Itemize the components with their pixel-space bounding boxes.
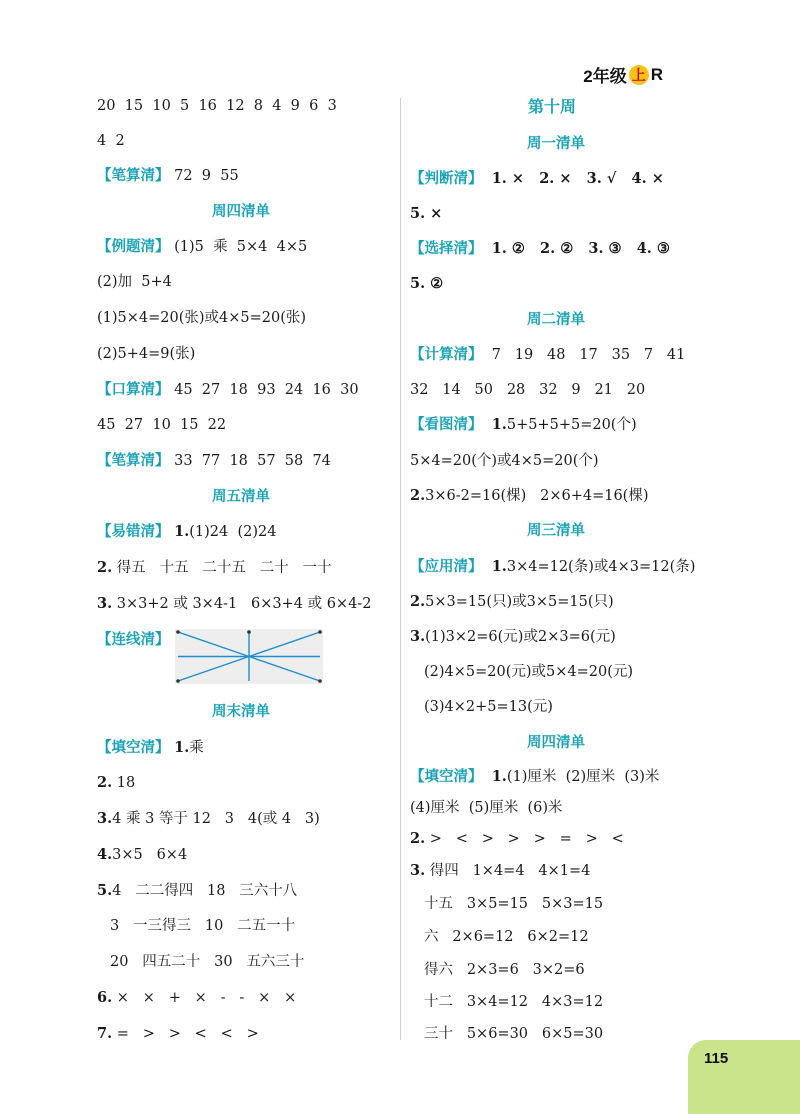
answer-text: (1)3×2=6(元)或2×3=6(元) <box>425 629 616 645</box>
answer-line <box>410 345 685 365</box>
answer-line <box>410 592 614 612</box>
section-tag: 【判断清】 <box>410 171 483 187</box>
section-tag: 【易错清】 <box>97 524 170 540</box>
answer-text: (1)24 (2)24 <box>189 524 277 540</box>
answer-text: 45 27 18 93 24 16 30 <box>174 382 359 398</box>
match-dot <box>176 679 180 683</box>
answer-line <box>410 415 637 435</box>
answer-line <box>97 845 187 865</box>
answer-line: 十五 3×5=15 5×3=15 <box>424 896 604 912</box>
answer-text: (1)厘米 (2)厘米 (3)米 <box>506 769 660 785</box>
answer-line: 20 四五二十 30 五六三十 <box>110 954 305 970</box>
section-heading: 周末清单 <box>212 704 270 720</box>
answer-text: 1. ② 2. ② 3. ③ 4. ③ <box>491 240 670 257</box>
answer-line <box>410 486 649 506</box>
item-number: 7. <box>97 1025 113 1042</box>
answer-line: 32 14 50 28 32 9 21 20 <box>410 382 646 398</box>
answer-line <box>97 773 135 793</box>
item-number: 2. <box>97 774 113 791</box>
answer-line <box>97 522 276 542</box>
section-tag: 【口算清】 <box>97 382 170 398</box>
answer-line: (2)加 5+4 <box>97 274 172 290</box>
grade-text: 2年级 <box>583 67 627 86</box>
matching-lines-figure <box>175 629 323 684</box>
section-heading: 周五清单 <box>212 489 270 505</box>
answer-text: 5. × <box>410 205 443 222</box>
item-number: 1. <box>491 416 507 433</box>
answer-text: 5. ② <box>410 275 444 292</box>
answer-text: = > > < < > <box>116 1026 259 1042</box>
answer-text: 3×5 6×4 <box>112 847 188 863</box>
answer-line <box>97 630 170 650</box>
answer-text: (1)5 乘 5×4 4×5 <box>174 239 308 255</box>
section-tag: 【例题清】 <box>97 239 170 255</box>
item-number: 2. <box>410 593 426 610</box>
answer-line <box>410 767 659 787</box>
answer-line: 六 2×6=12 6×2=12 <box>424 929 589 945</box>
item-number: 3. <box>97 595 113 612</box>
item-number: 1. <box>174 739 190 756</box>
item-number: 2. <box>410 830 426 847</box>
answer-text: 得五 十五 二十五 二十 一十 <box>116 560 332 576</box>
answer-text: 18 <box>116 775 136 791</box>
grade-label <box>583 62 663 87</box>
answer-line: 20 15 10 5 16 12 8 4 9 6 3 <box>97 98 337 114</box>
section-tag: 【填空清】 <box>97 740 170 756</box>
answer-line: 三十 5×6=30 6×5=30 <box>424 1026 604 1042</box>
answer-line <box>97 237 307 257</box>
section-tag: 【连线清】 <box>97 632 170 648</box>
section-heading: 周四清单 <box>212 204 270 220</box>
item-number: 5. <box>97 882 113 899</box>
item-number: 1. <box>491 768 507 785</box>
answer-text: 5+5+5+5=20(个) <box>506 417 637 433</box>
answer-line: 十二 3×4=12 4×3=12 <box>424 994 604 1010</box>
answer-text: 3×3+2 或 3×4-1 6×3+4 或 6×4-2 <box>116 596 372 612</box>
week-title: 第十周 <box>528 97 577 116</box>
answer-text: 72 9 55 <box>174 168 239 184</box>
answer-line <box>97 988 296 1008</box>
answer-text: 得四 1×4=4 4×1=4 <box>429 863 591 879</box>
section-tag: 【看图清】 <box>410 417 483 433</box>
section-heading: 周一清单 <box>527 136 585 152</box>
answer-line <box>410 204 442 224</box>
section-tag: 【应用清】 <box>410 559 483 575</box>
answer-text: 乘 <box>189 740 204 756</box>
section-tag: 【笔算清】 <box>97 168 170 184</box>
answer-line <box>97 881 297 901</box>
answer-line: 得六 2×3=6 3×2=6 <box>424 962 585 978</box>
section-heading: 周四清单 <box>527 735 585 751</box>
answer-text: 4 乘 3 等于 12 3 4(或 4 3) <box>112 811 320 827</box>
answer-line <box>97 1024 259 1044</box>
answer-text: × × + × - - × × <box>116 990 297 1006</box>
item-number: 3. <box>410 628 426 645</box>
answer-text: 3×6-2=16(棵) 2×6+4=16(棵) <box>425 488 649 504</box>
answer-line <box>97 809 320 829</box>
answer-text: 3×4=12(条)或4×3=12(条) <box>506 559 696 575</box>
answer-line: (1)5×4=20(张)或4×5=20(张) <box>97 310 307 326</box>
answer-line: 45 27 10 15 22 <box>97 417 227 433</box>
answer-text: 1. × 2. × 3. √ 4. × <box>491 170 664 187</box>
answer-line: (2)5+4=9(张) <box>97 346 196 362</box>
item-number: 3. <box>410 862 426 879</box>
answer-line: 4 2 <box>97 133 125 149</box>
column-divider <box>400 98 401 1040</box>
answer-line <box>410 557 695 577</box>
grade-circle-badge: 上 <box>629 65 649 85</box>
answer-line <box>410 861 590 881</box>
section-heading: 周二清单 <box>527 312 585 328</box>
answer-line: (2)4×5=20(元)或5×4=20(元) <box>424 664 634 680</box>
item-number: 6. <box>97 989 113 1006</box>
match-dot <box>318 679 322 683</box>
grade-suffix: R <box>650 64 663 84</box>
item-number: 1. <box>174 523 190 540</box>
section-heading: 周三清单 <box>527 523 585 539</box>
answer-line <box>410 239 670 259</box>
answer-line <box>410 627 616 647</box>
answer-line <box>97 380 359 400</box>
section-tag: 【填空清】 <box>410 769 483 785</box>
answer-line <box>97 558 332 578</box>
answer-text: 4 二二得四 18 三六十八 <box>112 883 298 899</box>
page-number-tab <box>688 1040 800 1114</box>
answer-line: (4)厘米 (5)厘米 (6)米 <box>410 800 563 816</box>
item-number: 4. <box>97 846 113 863</box>
matching-lines-svg <box>175 629 323 684</box>
answer-line: 3 一三得三 10 二五一十 <box>110 918 296 934</box>
item-number: 3. <box>97 810 113 827</box>
answer-line <box>97 594 371 614</box>
answer-line <box>97 166 239 186</box>
section-tag: 【笔算清】 <box>97 453 170 469</box>
answer-text: 33 77 18 57 58 74 <box>174 453 331 469</box>
item-number: 2. <box>410 487 426 504</box>
match-dot <box>318 630 322 634</box>
section-tag: 【选择清】 <box>410 241 483 257</box>
answer-text: > < > > > = > < <box>429 831 624 847</box>
answer-line <box>410 829 624 849</box>
answer-line: (3)4×2+5=13(元) <box>424 699 553 715</box>
item-number: 1. <box>491 558 507 575</box>
answer-line <box>97 738 204 758</box>
answer-line: 5×4=20(个)或4×5=20(个) <box>410 453 599 469</box>
section-tag: 【计算清】 <box>410 347 483 363</box>
match-dot <box>247 630 251 634</box>
answer-line <box>410 169 664 189</box>
answer-text: 5×3=15(只)或3×5=15(只) <box>425 594 614 610</box>
page-number: 115 <box>704 1050 729 1067</box>
item-number: 2. <box>97 559 113 576</box>
answer-line <box>97 451 331 471</box>
answer-text: 7 19 48 17 35 7 41 <box>491 347 686 363</box>
match-dot <box>176 630 180 634</box>
answer-line <box>410 274 443 294</box>
